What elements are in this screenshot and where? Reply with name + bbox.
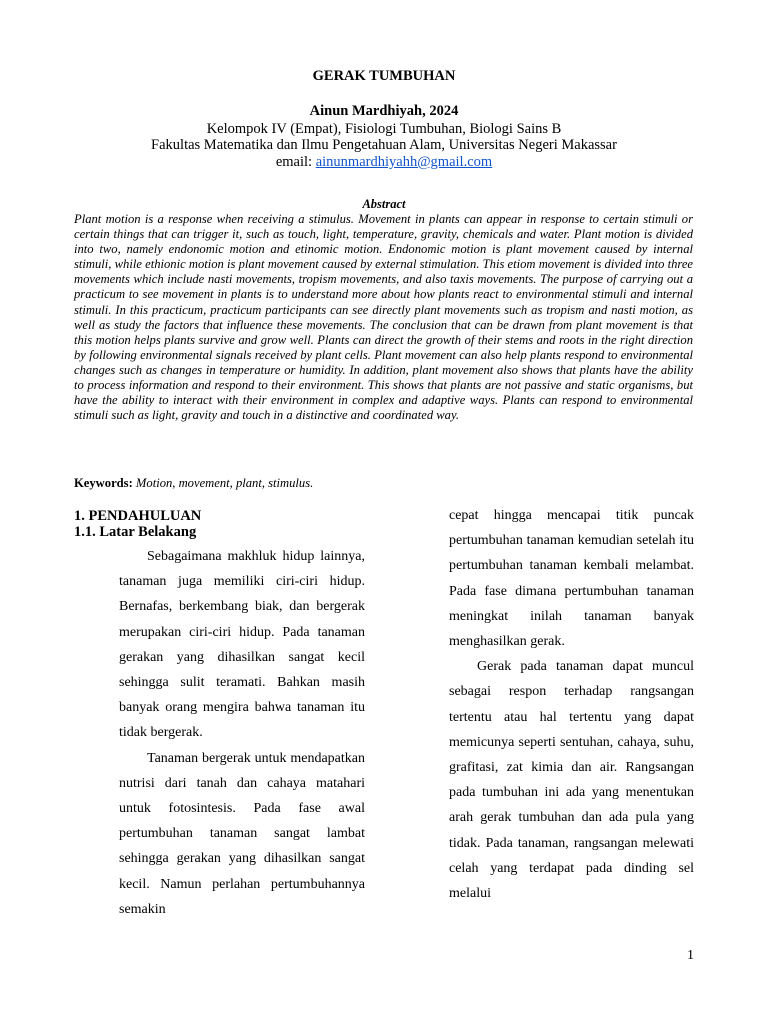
keywords-line <box>74 476 693 491</box>
keywords-label: Keywords: <box>74 476 133 490</box>
left-paragraph-1: Sebagaimana makhluk hidup lainnya, tanaman juga memiliki ciri-ciri hidup. Bernafas, berkembang biak, dan bergerak merupakan ciri-ciri hidup. Pada tanaman gerakan yang dihasilkan sangat kecil sehingga sulit teramati. Bahkan masih banyak orang mengira bahwa tanaman itu tidak bergerak. <box>119 549 365 741</box>
abstract-heading: Abstract <box>362 197 406 211</box>
affiliation-group: Kelompok IV (Empat), Fisiologi Tumbuhan, Biologi Sains B <box>206 121 562 137</box>
abstract-text: Plant motion is a response when receiving a stimulus. Movement in plants can appear in response to certain stimuli or certain things that can trigger it, such as touch, light, temperature, gravity, chemicals and water. Plant motion is divided into two, namely endonomic motion and etinomic motion. Endonomic motion is plant movement caused by internal stimuli, while ethionic motion is plant movement caused by external stimulation. This etiom movement is divided into three movements which include nasti movements, tropism movements, and also taxis movements. The purpose of carrying out a practicum to see movement in plants is to understand more about how plants react to environmental stimuli and internal stimuli. In this practicum, practicum participants can see directly plant movements such as tropism and nasti motion, as well as study the factors that influence these movements. The conclusion that can be drawn from plant movement is that this motion helps plants survive and grow well. Plants can direct the growth of their stems and roots in the right direction by following environmental signals received by plant cells. Plant movement can also help plants respond to environmental changes such as changes in temperature or humidity. In addition, plant movement also shows that plants have the ability to process information and respond to their environment. This shows that plants are not passive and static organisms, but have the ability to interact with their environment in complex and adaptive ways. Plants can respond to environmental stimuli such as light, gravity and touch in a distinctive and coordinated way. <box>74 212 693 423</box>
keywords-text: Motion, movement, plant, stimulus. <box>132 476 314 490</box>
left-column <box>119 544 365 922</box>
paper-title: GERAK TUMBUHAN <box>312 68 456 84</box>
left-paragraph-2: Tanaman bergerak untuk mendapatkan nutrisi dari tanah dan cahaya matahari untuk fotosintesis. Pada fase awal pertumbuhan tanaman sangat lambat sehingga gerakan yang dihasilkan sangat kecil. Namun perlahan pertumbuhannya semakin <box>119 750 365 917</box>
affiliation-faculty: Fakultas Matematika dan Ilmu Pengetahuan Alam, Universitas Negeri Makassar <box>151 137 617 153</box>
section-heading: 1. PENDAHULUAN <box>74 508 202 524</box>
right-paragraph-1: cepat hingga mencapai titik puncak pertumbuhan tanaman kemudian setelah itu pertumbuhan tanaman kembali melambat. Pada fase dimana pertumbuhan tanaman meningkat inilah tanaman banyak menghasilkan gerak. <box>449 508 694 650</box>
right-column <box>449 503 694 906</box>
email-line <box>0 154 768 171</box>
author-name: Ainun Mardhiyah, 2024 <box>309 103 459 119</box>
right-paragraph-2: Gerak pada tanaman dapat muncul sebagai respon terhadap rangsangan tertentu atau hal tertentu yang dapat memicunya seperti sentuhan, cahaya, suhu, grafitasi, zat kimia dan air. Rangsangan pada tumbuhan ini ada yang menentukan arah gerak tumbuhan dan ada pula yang tidak. Pada tanaman, rangsangan melewati celah yang terdapat pada dinding sel melalui <box>449 659 694 902</box>
page-number: 1 <box>687 948 694 963</box>
email-link[interactable]: ainunmardhiyahh@gmail.com <box>315 154 493 170</box>
subsection-heading: 1.1. Latar Belakang <box>74 524 197 540</box>
email-label: email: <box>275 154 316 170</box>
